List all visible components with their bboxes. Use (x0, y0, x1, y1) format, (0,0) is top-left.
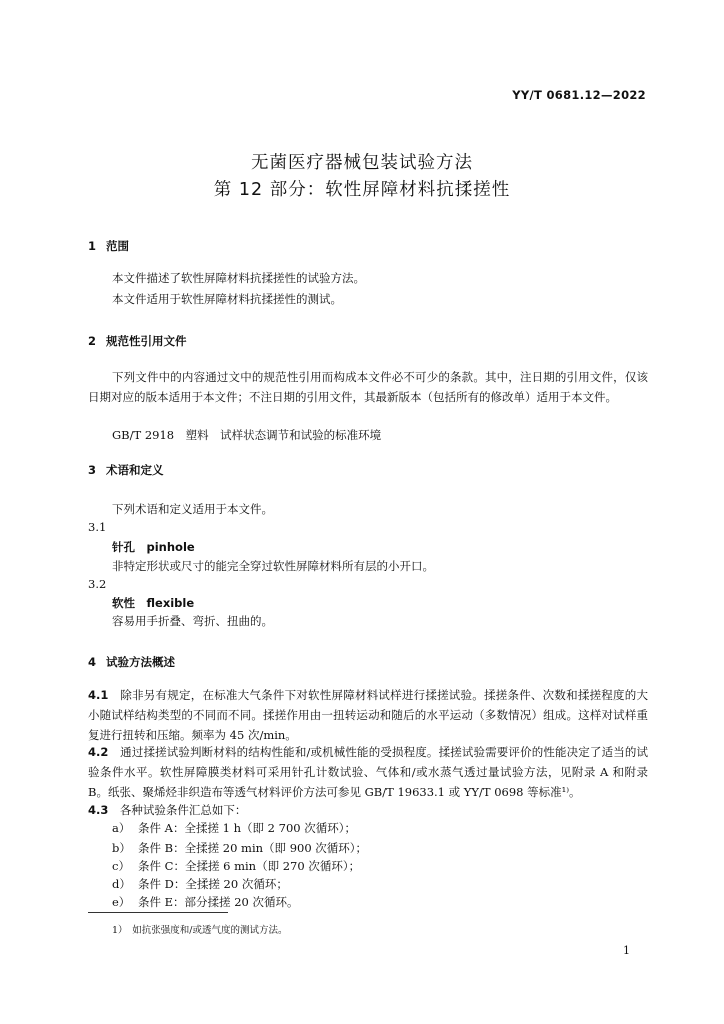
list-marker: b） (112, 841, 131, 855)
section-heading-2 (88, 333, 187, 349)
section-title: 范围 (106, 239, 129, 253)
list-text: 条件 E：部分揉搓 20 次循环。 (138, 895, 299, 909)
paragraph: 下列术语和定义适用于本文件。 (112, 502, 273, 516)
paragraph: 本文件适用于软性屏障材料抗揉搓性的测试。 (112, 292, 342, 306)
list-text: 条件 D：全揉搓 20 次循环； (138, 877, 288, 891)
clause-number: 4.3 (88, 803, 109, 817)
paragraph: 本文件描述了软性屏障材料抗揉搓性的试验方法。 (112, 271, 365, 285)
section-number: 2 (88, 334, 97, 348)
section-number: 4 (88, 655, 97, 669)
clause-text: 通过揉搓试验判断材料的结构性能和/或机械性能的受损程度。揉搓试验需要评价的性能决定了适当的试验条件水平。软性屏障膜类材料可采用针孔计数试验、气体和/或水蒸气透过量试验方法，见附录 A 和附录 B。纸张、聚烯烃非织造布等透气材料评价方法可参见 GB/T 19633.1 或 YY/T 0698 等标准¹⁾。 (88, 745, 649, 799)
list-item (112, 840, 367, 856)
term-number: 3.1 (88, 520, 107, 534)
clause-4-1 (88, 685, 648, 745)
term-definition: 容易用手折叠、弯折、扭曲的。 (112, 614, 273, 628)
clause-text: 除非另有规定，在标准大气条件下对软性屏障材料试样进行揉搓试验。揉搓条件、次数和揉搓程度的大小随试样结构类型的不同而不同。揉搓作用由一扭转运动和随后的水平运动（多数情况）组成。这样对试样重复进行扭转和压缩。频率为 45 次/min。 (88, 688, 649, 742)
section-heading-4 (88, 654, 175, 670)
document-title: 无菌医疗器械包装试验方法 (251, 153, 473, 173)
document-subtitle: 第 12 部分：软性屏障材料抗揉搓性 (213, 180, 511, 200)
section-number: 3 (88, 463, 97, 477)
list-text: 条件 B：全揉搓 20 min（即 900 次循环）； (138, 841, 368, 855)
list-marker: a） (112, 821, 131, 835)
list-marker: e） (112, 895, 131, 909)
list-text: 条件 C：全揉搓 6 min（即 270 次循环）； (138, 859, 361, 873)
footnote-divider (88, 912, 228, 913)
list-item (112, 820, 356, 836)
list-text: 条件 A：全揉搓 1 h（即 2 700 次循环）； (138, 821, 356, 835)
clause-number: 4.1 (88, 688, 109, 702)
term-number: 3.2 (88, 577, 107, 591)
standard-number: YY/T 0681.12—2022 (512, 88, 646, 102)
section-heading-3 (88, 462, 164, 478)
clause-4-3 (88, 800, 246, 820)
normative-reference: GB/T 2918 塑料 试样状态调节和试验的标准环境 (112, 428, 382, 442)
section-number: 1 (88, 239, 97, 253)
list-item (112, 876, 288, 892)
term-definition: 非特定形状或尺寸的能完全穿过软性屏障材料所有层的小开口。 (112, 559, 434, 573)
list-marker: d） (112, 877, 131, 891)
page-number: 1 (623, 944, 630, 957)
section-title: 试验方法概述 (106, 655, 175, 669)
section-title: 规范性引用文件 (106, 334, 187, 348)
term-title: 软性 flexible (112, 596, 195, 610)
section-title: 术语和定义 (106, 463, 164, 477)
clause-4-2 (88, 742, 648, 802)
paragraph: 下列文件中的内容通过文中的规范性引用而构成本文件必不可少的条款。其中，注日期的引用文件，仅该日期对应的版本适用于本文件；不注日期的引用文件，其最新版本（包括所有的修改单）适用于本文件。 (88, 370, 648, 404)
term-title: 针孔 pinhole (112, 540, 195, 554)
list-marker: c） (112, 859, 130, 873)
list-item (112, 894, 299, 910)
clause-text: 各种试验条件汇总如下： (119, 803, 247, 817)
section-heading-1 (88, 238, 129, 254)
clause-number: 4.2 (88, 745, 109, 759)
footnote: 1） 如抗张强度和/或透气度的测试方法。 (112, 925, 288, 936)
list-item (112, 858, 360, 874)
